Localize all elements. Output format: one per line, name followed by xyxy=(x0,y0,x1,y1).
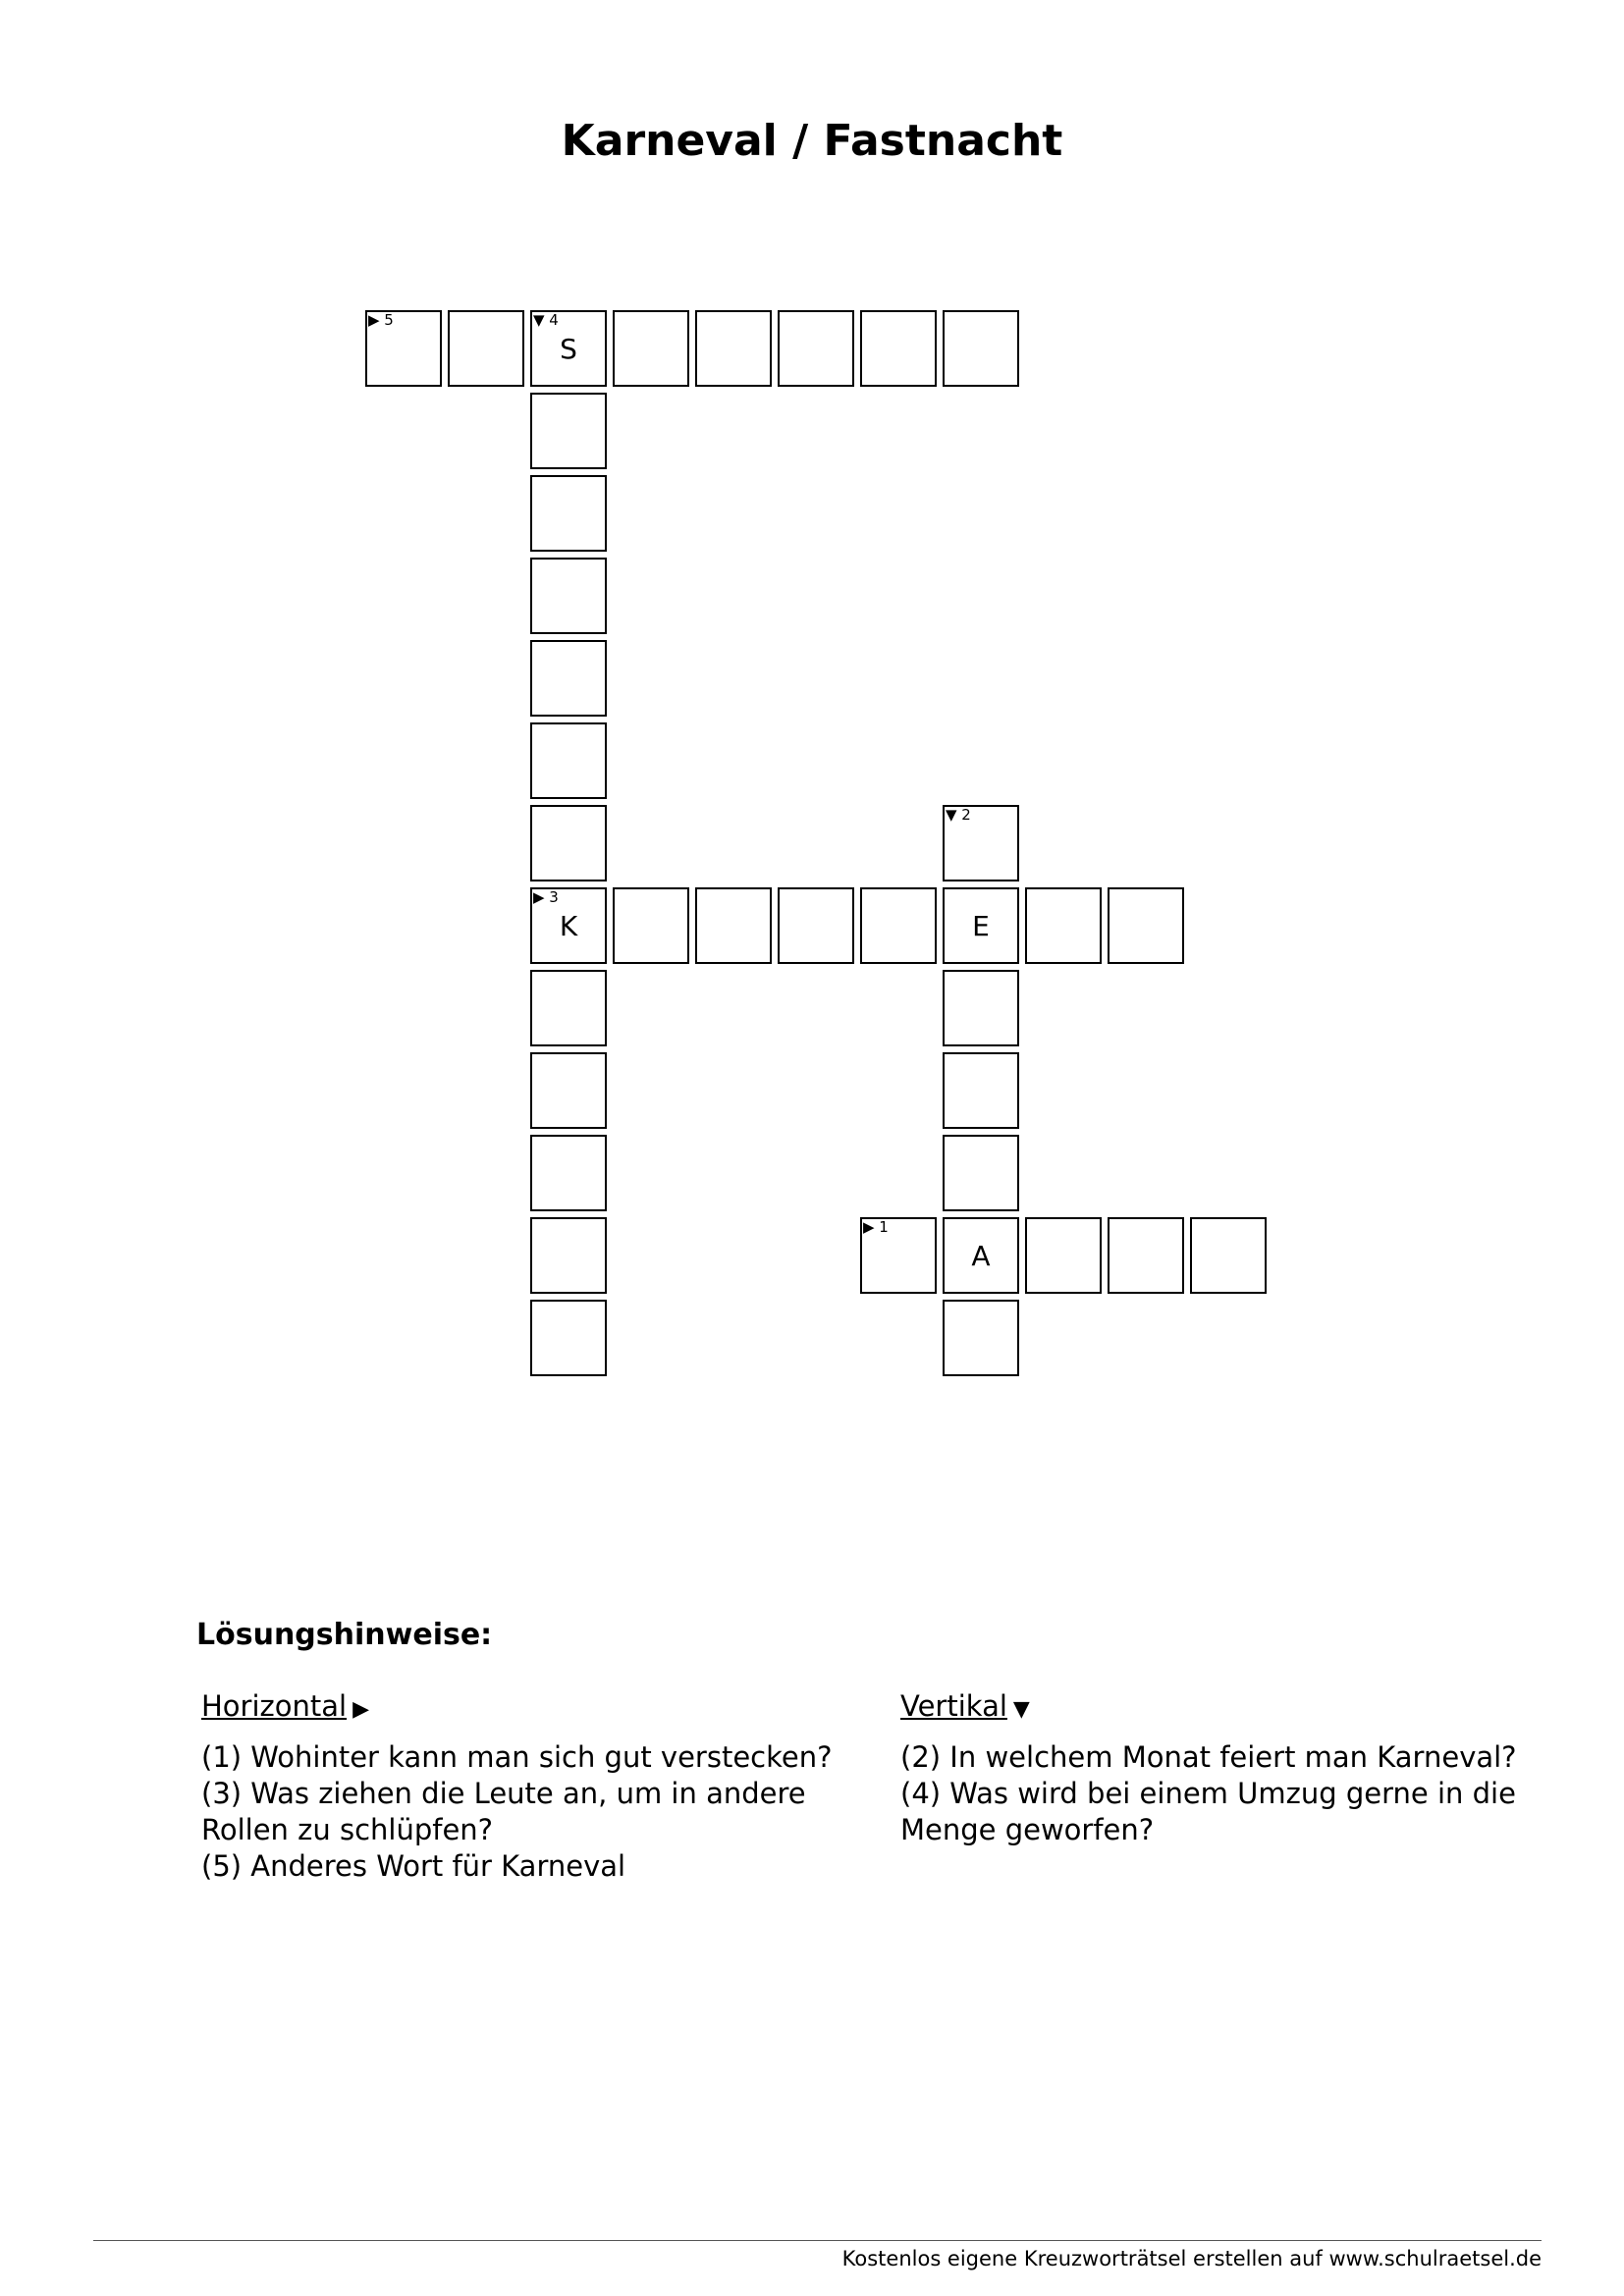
crossword-cell[interactable] xyxy=(365,310,442,387)
crossword-cell[interactable] xyxy=(1025,887,1102,964)
vertical-heading xyxy=(900,1688,1529,1728)
crossword-cell[interactable] xyxy=(530,310,607,387)
prefilled-letter: A xyxy=(971,1240,991,1272)
crossword-cell[interactable] xyxy=(943,887,1019,964)
crossword-cell[interactable] xyxy=(530,970,607,1046)
crossword-cell[interactable] xyxy=(1025,1217,1102,1294)
clue-number: ▶ 1 xyxy=(863,1218,889,1236)
crossword-cell[interactable] xyxy=(1108,1217,1184,1294)
crossword-cell[interactable] xyxy=(1108,887,1184,964)
prefilled-letter: K xyxy=(559,910,578,942)
crossword-cell[interactable] xyxy=(695,310,772,387)
clue-5: (5) Anderes Wort für Karneval xyxy=(201,1849,626,1883)
crossword-cell[interactable] xyxy=(695,887,772,964)
crossword-cell[interactable] xyxy=(860,310,937,387)
horizontal-heading xyxy=(201,1688,879,1728)
hints-heading: Lösungshinweise: xyxy=(196,1618,493,1652)
clue-1: (1) Wohinter kann man sich gut verstecken? xyxy=(201,1740,833,1774)
clue-3: (3) Was ziehen die Leute an, um in andere Rollen zu schlüpfen? xyxy=(201,1777,806,1846)
crossword-cell[interactable] xyxy=(943,805,1019,881)
crossword-cell[interactable] xyxy=(530,805,607,881)
vertical-clues xyxy=(900,1688,1529,1848)
clue-number: ▼ 2 xyxy=(946,806,971,824)
crossword-cell[interactable] xyxy=(448,310,524,387)
crossword-cell[interactable] xyxy=(860,887,937,964)
crossword-cell[interactable] xyxy=(943,1300,1019,1376)
crossword-cell[interactable] xyxy=(530,475,607,552)
crossword-cell[interactable] xyxy=(943,1217,1019,1294)
footer-text: Kostenlos eigene Kreuzworträtsel erstellen auf www.schulraetsel.de xyxy=(841,2247,1542,2270)
clue-number: ▶ 3 xyxy=(533,888,559,906)
crossword-cell[interactable] xyxy=(530,722,607,799)
clue-number: ▶ 5 xyxy=(368,311,394,329)
horizontal-label: Horizontal xyxy=(201,1689,348,1723)
crossword-cell[interactable] xyxy=(778,310,854,387)
prefilled-letter: E xyxy=(972,910,990,942)
clue-2: (2) In welchem Monat feiert man Karneval? xyxy=(900,1740,1517,1774)
horizontal-clues xyxy=(201,1688,879,1885)
arrow-right-icon: ▶ xyxy=(352,1697,369,1722)
crossword-cell[interactable] xyxy=(530,1217,607,1294)
crossword-cell[interactable] xyxy=(530,887,607,964)
crossword-cell[interactable] xyxy=(1190,1217,1267,1294)
arrow-down-icon: ▼ xyxy=(1012,1697,1030,1722)
crossword-cell[interactable] xyxy=(530,1135,607,1211)
crossword-cell[interactable] xyxy=(530,558,607,634)
vertical-label: Vertikal xyxy=(900,1689,1007,1723)
clue-4: (4) Was wird bei einem Umzug gerne in die Menge geworfen? xyxy=(900,1777,1516,1846)
crossword-cell[interactable] xyxy=(943,1052,1019,1129)
page-title: Karneval / Fastnacht xyxy=(561,116,1063,166)
clue-number: ▼ 4 xyxy=(533,311,559,329)
footer-divider xyxy=(93,2240,1542,2241)
crossword-cell[interactable] xyxy=(778,887,854,964)
crossword-cell[interactable] xyxy=(943,970,1019,1046)
crossword-cell[interactable] xyxy=(613,310,689,387)
crossword-cell[interactable] xyxy=(943,310,1019,387)
crossword-cell[interactable] xyxy=(530,640,607,717)
crossword-cell[interactable] xyxy=(530,1052,607,1129)
crossword-cell[interactable] xyxy=(530,1300,607,1376)
crossword-cell[interactable] xyxy=(860,1217,937,1294)
crossword-cell[interactable] xyxy=(943,1135,1019,1211)
crossword-cell[interactable] xyxy=(530,393,607,469)
prefilled-letter: S xyxy=(560,333,577,365)
crossword-cell[interactable] xyxy=(613,887,689,964)
